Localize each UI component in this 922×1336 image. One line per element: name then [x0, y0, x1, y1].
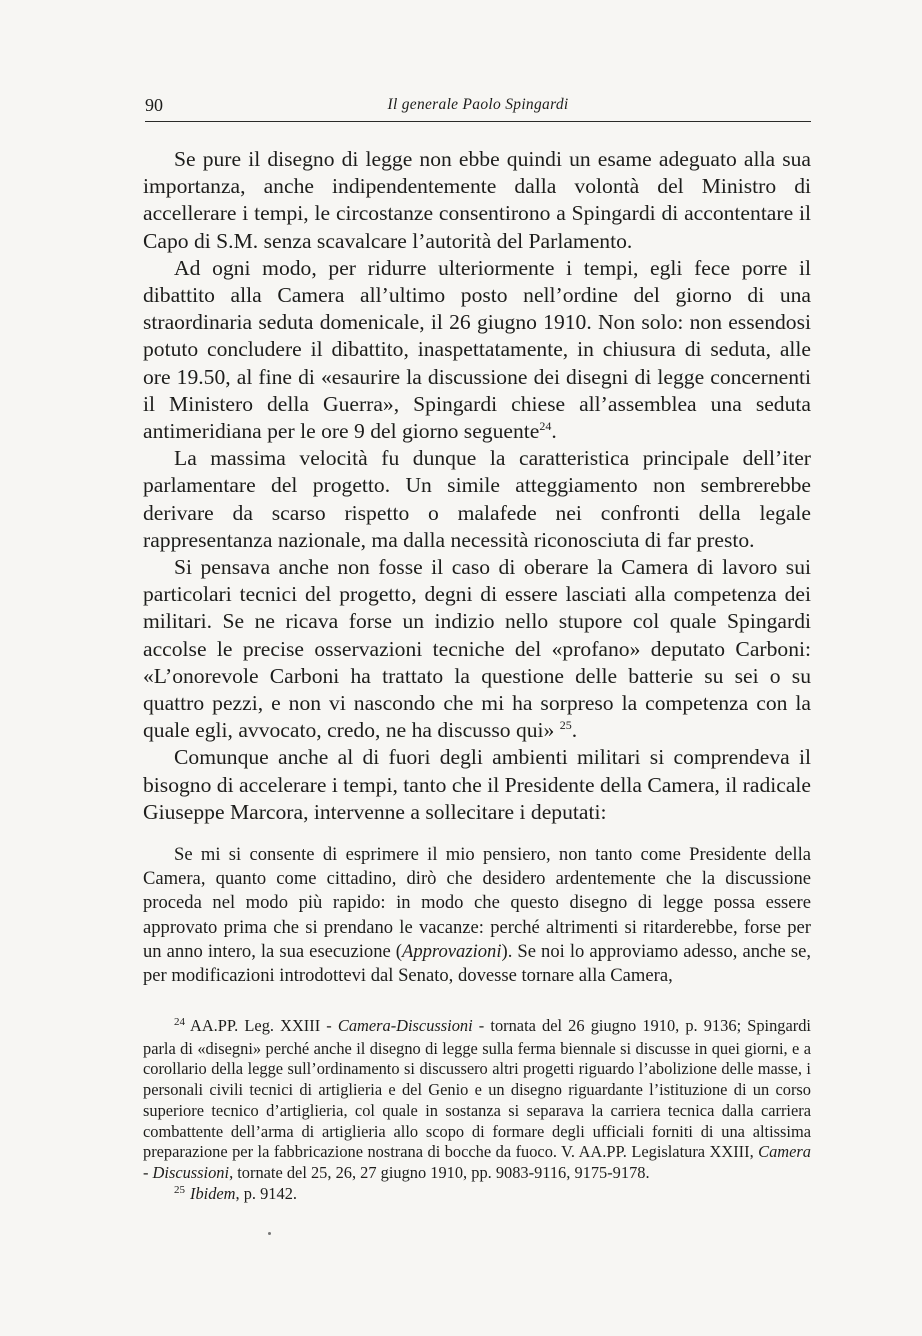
footnote-25-number: 25	[174, 1183, 185, 1196]
page-number: 90	[145, 95, 163, 115]
quote-text-a: Se mi si consente di esprimere il mio pensiero, non tanto come Presidente della Camera, quanto come cittadino, dirò che desidero ardentemente che la discussione proceda nel modo più rapido: in modo che questo disegno di legge possa essere approvato prima che si prendano le vacanze: perché altrimenti si ritarderebbe, forse per un anno intero, la sua esecuzione (	[143, 844, 811, 962]
paragraph-5: Comunque anche al di fuori degli ambienti militari si comprendeva il bisogno di accelerare i tempi, tanto che il Presidente della Camera, il radicale Giuseppe Marcora, intervenne a sollecitare i deputati:	[143, 745, 811, 824]
footnote-24-a-italic: Camera-Discussioni	[337, 1016, 473, 1035]
footnote-24-b: - tornata del 26 giugno 1910, p. 9136; Spingardi parla di «disegni» perché anche il disegno di legge sulla ferma biennale si discusse in quei giorni, e a corollario della legge sull’ordinamento si discussero altri progetti riguardo l’abolizione delle masse, i personali civili tecnici di artiglieria e del Genio e un disegno riguardante l’istituzione di un corso superiore tecnico d’artiglieria, col quale in sostanza si separava la carriera tecnica dalla carriera combattente dell’arma di artiglieria allo scopo di formare degli ufficiali forniti di una altissima preparazione per la fabbricazione nostrana di bocche da fuoco. V. AA.PP. Legislatura XXIII,	[143, 1016, 811, 1162]
paragraph-4	[143, 554, 811, 744]
footnotes	[143, 1016, 811, 1206]
paragraph-2-text: Ad ogni modo, per ridurre ulteriormente i tempi, egli fece porre il dibattito alla Camera all’ultimo posto nell’ordine del giorno di una straordinaria seduta domenicale, il 26 giugno 1910. Non solo: non essendosi potuto concludere il dibattito, inaspettatamente, in chiusura di seduta, alle ore 19.50, al fine di «esaurire la discussione dei disegni di legge concernenti il Ministero della Guerra», Spingardi chiese all’assemblea una seduta antimeridiana per le ore 9 del giorno seguente	[143, 255, 811, 444]
block-quote	[143, 843, 811, 988]
quote-paragraph	[143, 843, 811, 988]
paragraph-4-text: Si pensava anche non fosse il caso di oberare la Camera di lavoro sui particolari tecnici del progetto, degni di essere lasciati alla competenza dei militari. Se ne ricava forse un indizio nello stupore col quale Spingardi accolse le precise osservazioni tecniche del «profano» deputato Carboni: «L’onorevole Carboni ha trattato la questione delle batterie su sei o su quattro pezzi, e non vi nascondo che mi ha sorpreso la competenza con la quale egli, avvocato, credo, ne ha discusso qui»	[143, 555, 811, 743]
paragraph-1: Se pure il disegno di legge non ebbe quindi un esame adeguato alla sua importanza, anche indipendentemente dalla volontà del Ministro di accellerare i tempi, le circostanze consentirono a Spingardi di accontentare il Capo di S.M. senza scavalcare l’autorità del Parlamento.	[143, 147, 811, 253]
footnote-25-italic: Ibidem	[190, 1183, 236, 1203]
paragraph-4-end: .	[571, 718, 578, 743]
quote-italic: Approvazioni	[401, 940, 502, 962]
body-text	[143, 146, 811, 826]
footnote-25-text: , p. 9142.	[235, 1183, 297, 1203]
paragraph-2	[143, 255, 811, 445]
footnote-ref-25[interactable]: 25	[559, 718, 572, 733]
paragraph-3: La massima velocità fu dunque la caratteristica principale dell’iter parlamentare del progetto. Un simile atteggiamento non sembrerebbe derivare da scarso rispetto o malafede nei confronti della legale rappresentanza nazionale, ma dalla necessità riconosciuta di far presto.	[143, 446, 811, 552]
footnote-24-c: , tornate del 25, 26, 27 giugno 1910, pp. 9083-9116, 9175-9178.	[229, 1162, 650, 1182]
footnote-ref-24[interactable]: 24	[539, 419, 552, 434]
footnote-24	[143, 1016, 811, 1184]
page-header	[145, 95, 811, 122]
running-head: Il generale Paolo Spingardi	[387, 96, 569, 113]
footnote-24-number: 24	[174, 1016, 185, 1028]
footnote-25	[143, 1184, 811, 1207]
footnote-24-b-italic: Camera - Discussioni	[143, 1142, 811, 1182]
quote-text-b: ). Se noi lo approviamo adesso, anche se, per modificazioni introdottevi dal Senato, dovesse tornare alla Camera,	[143, 940, 811, 987]
print-speck	[268, 1232, 271, 1235]
footnote-24-a: AA.PP. Leg. XXIII -	[190, 1016, 338, 1035]
paragraph-2-end: .	[551, 419, 557, 444]
